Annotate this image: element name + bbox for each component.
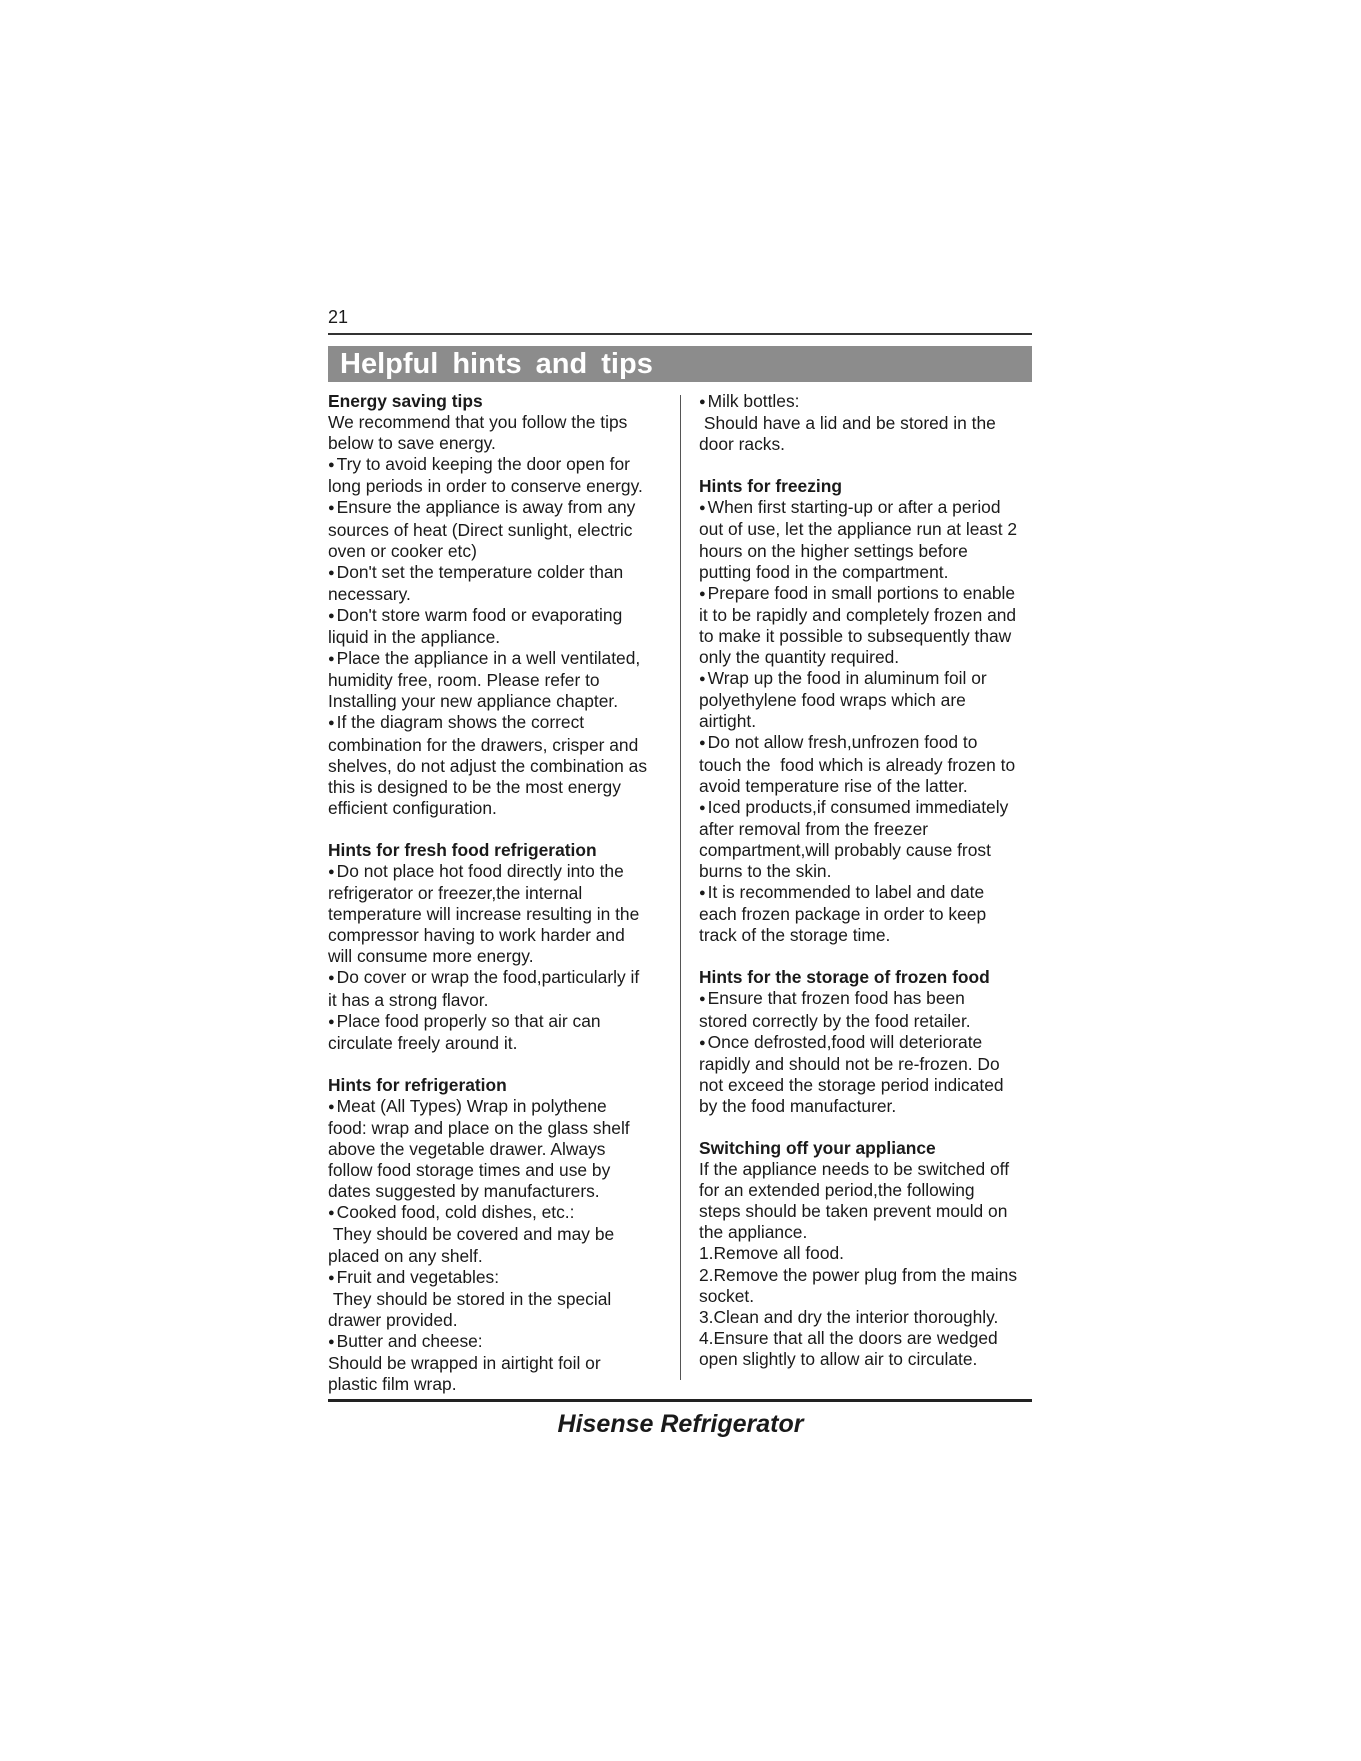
text-line: socket. <box>699 1285 755 1306</box>
text-line: food: wrap and place on the glass shelf <box>328 1118 630 1138</box>
text-line: temperature will increase resulting in the <box>328 904 640 925</box>
text-line: to make it possible to subsequently thaw <box>699 625 1012 646</box>
bullet-item: ● Butter and cheese: <box>328 1331 668 1353</box>
text-line: liquid in the appliance. <box>328 627 501 648</box>
section <box>328 1075 668 1395</box>
text-line: shelves, do not adjust the combination as <box>328 755 648 776</box>
bullet-item: ● Place the appliance in a well ventilated, <box>328 648 668 670</box>
section-title: Hints for fresh food refrigeration <box>328 839 597 860</box>
text-line: track of the storage time. <box>699 925 891 946</box>
section <box>699 967 1039 1117</box>
bullet-item: ● Meat (All Types) Wrap in polythene <box>328 1096 668 1118</box>
text-line: 4.Ensure that all the doors are wedged <box>699 1327 998 1348</box>
section-title: Switching off your appliance <box>699 1138 936 1158</box>
text-line: They should be covered and may be <box>328 1224 615 1245</box>
bullet-item: ● Ensure the appliance is away from any <box>328 497 668 519</box>
text-line: placed on any shelf. <box>328 1245 483 1266</box>
bullet-item: ● If the diagram shows the correct <box>328 712 668 734</box>
text-line: touch the food which is already frozen to <box>699 754 1016 775</box>
text-line: above the vegetable drawer. Always <box>328 1139 606 1160</box>
text-line: plastic film wrap. <box>328 1374 457 1395</box>
text-line: drawer provided. <box>328 1309 458 1330</box>
bullet-item: ● Place food properly so that air can <box>328 1011 668 1033</box>
text-line: it to be rapidly and completely frozen and <box>699 604 1017 625</box>
section <box>328 391 668 819</box>
bullet-item: ● Do not allow fresh,unfrozen food to <box>699 732 1039 754</box>
text-line: after removal from the freezer <box>699 818 929 839</box>
text-line: Installing your new appliance chapter. <box>328 691 619 712</box>
section <box>328 840 668 1054</box>
header-rule <box>328 333 1032 335</box>
text-line: 3.Clean and dry the interior thoroughly. <box>699 1306 999 1327</box>
text-line: If the appliance needs to be switched off <box>699 1159 1010 1180</box>
text-line: stored correctly by the food retailer. <box>699 1010 971 1031</box>
text-line: circulate freely around it. <box>328 1032 518 1053</box>
text-line: each frozen package in order to keep <box>699 904 987 925</box>
text-line: airtight. <box>699 711 757 732</box>
bullet-item: ● Fruit and vegetables: <box>328 1267 668 1289</box>
brand-footer: Hisense Refrigerator <box>557 1410 804 1438</box>
bullet-item: ● Wrap up the food in aluminum foil or <box>699 668 1039 690</box>
text-line: door racks. <box>699 434 786 455</box>
section-title: Hints for refrigeration <box>328 1074 507 1095</box>
text-line: refrigerator or freezer,the internal <box>328 883 583 904</box>
text-line: sources of heat (Direct sunlight, electric <box>328 519 633 540</box>
text-line: putting food in the compartment. <box>699 561 949 582</box>
text-line: for an extended period,the following <box>699 1180 975 1201</box>
bullet-item: ● Do cover or wrap the food,particularly if <box>328 967 668 989</box>
text-line: compressor having to work harder and <box>328 925 625 946</box>
text-line: open slightly to allow air to circulate. <box>699 1348 978 1369</box>
bullet-item: ● When first starting-up or after a period <box>699 497 1039 519</box>
text-line: this is designed to be the most energy <box>328 776 621 797</box>
text-line: long periods in order to conserve energy. <box>328 476 643 497</box>
bullet-item: ● Milk bottles: <box>699 391 1039 413</box>
text-line: humidity free, room. Please refer to <box>328 670 600 691</box>
section <box>699 391 1039 455</box>
bullet-item: ● Don't store warm food or evaporating <box>328 605 668 627</box>
text-line: Should be wrapped in airtight foil or <box>328 1353 601 1374</box>
text-line: They should be stored in the special <box>328 1288 612 1309</box>
bullet-item: ● Don't set the temperature colder than <box>328 562 668 584</box>
bullet-item: ● Try to avoid keeping the door open for <box>328 454 668 476</box>
section <box>699 1138 1039 1370</box>
text-line: compartment,will probably cause frost <box>699 839 991 860</box>
text-line: burns to the skin. <box>699 860 832 881</box>
text-line: combination for the drawers, crisper and <box>328 734 639 755</box>
text-line: polyethylene food wraps which are <box>699 690 966 711</box>
bullet-item: ● Iced products,if consumed immediately <box>699 797 1039 819</box>
text-line: avoid temperature rise of the latter. <box>699 775 968 796</box>
text-line: efficient configuration. <box>328 797 497 818</box>
section-title: Hints for the storage of frozen food <box>699 967 990 988</box>
text-line: oven or cooker etc) <box>328 540 477 561</box>
section <box>699 476 1039 946</box>
text-line: rapidly and should not be re-frozen. Do <box>699 1053 1000 1074</box>
page-number: 21 <box>328 307 349 327</box>
bullet-item: ● Do not place hot food directly into the <box>328 861 668 883</box>
section-title: Hints for freezing <box>699 476 842 497</box>
section-title: Energy saving tips <box>328 391 483 411</box>
column-divider <box>680 395 681 1380</box>
text-line: Should have a lid and be stored in the <box>699 413 996 434</box>
text-line: dates suggested by manufacturers. <box>328 1181 600 1202</box>
text-line: it has a strong flavor. <box>328 989 489 1010</box>
text-line: 1.Remove all food. <box>699 1243 845 1264</box>
text-line: will consume more energy. <box>328 946 534 967</box>
text-line: the appliance. <box>699 1222 808 1243</box>
text-line: 2.Remove the power plug from the mains <box>699 1264 1018 1285</box>
text-line: steps should be taken prevent mould on <box>699 1201 1008 1222</box>
bullet-item: ● Once defrosted,food will deteriorate <box>699 1032 1039 1054</box>
page-title: Helpful hints and tips <box>328 346 1032 382</box>
text-line: below to save energy. <box>328 433 496 454</box>
bullet-item: ● Prepare food in small portions to enable <box>699 583 1039 605</box>
text-line: hours on the higher settings before <box>699 540 968 561</box>
text-line: out of use, let the appliance run at least 2 <box>699 519 1018 540</box>
text-line: by the food manufacturer. <box>699 1095 897 1116</box>
bullet-item: ● Cooked food, cold dishes, etc.: <box>328 1202 668 1224</box>
bullet-item: ● It is recommended to label and date <box>699 882 1039 904</box>
footer-rule <box>328 1399 1032 1402</box>
text-line: not exceed the storage period indicated <box>699 1074 1004 1095</box>
left-column <box>328 391 668 1395</box>
bullet-item: ● Ensure that frozen food has been <box>699 988 1039 1010</box>
text-line: only the quantity required. <box>699 647 900 668</box>
text-line: follow food storage times and use by <box>328 1160 611 1181</box>
text-line: necessary. <box>328 583 411 604</box>
right-column <box>699 391 1039 1370</box>
text-line: We recommend that you follow the tips <box>328 412 628 433</box>
